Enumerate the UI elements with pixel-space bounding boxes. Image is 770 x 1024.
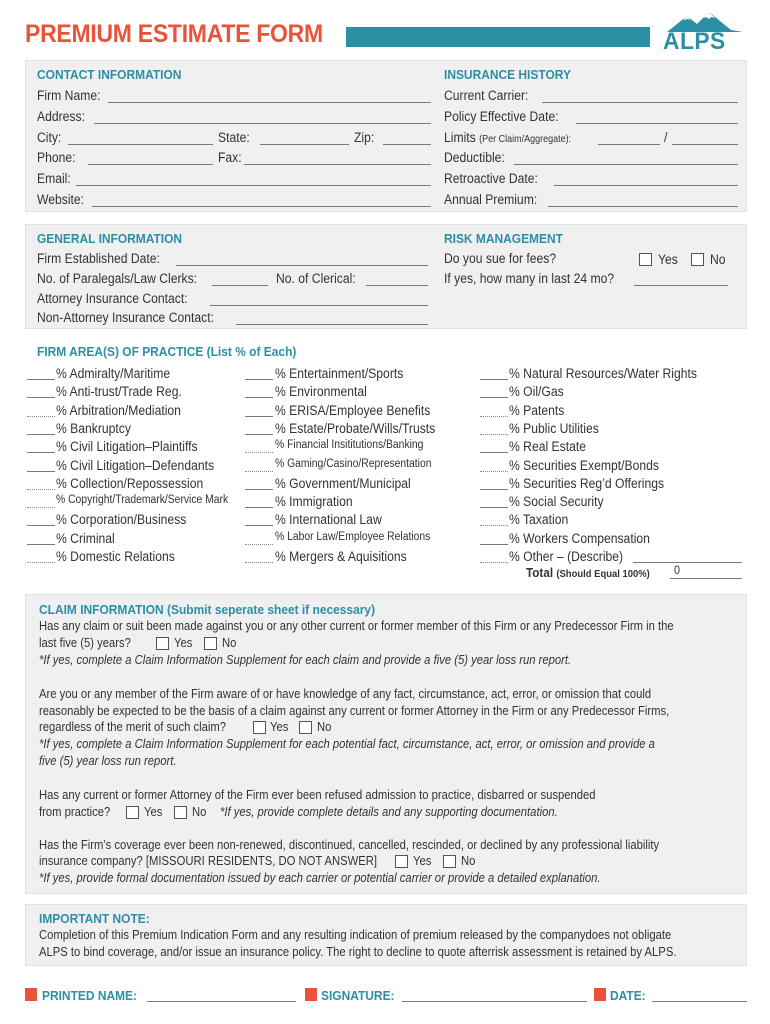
state-field[interactable] <box>260 144 349 145</box>
sue-fees-no-checkbox[interactable] <box>691 253 704 266</box>
claims-panel <box>25 594 747 894</box>
practice-percent-field[interactable] <box>480 525 508 526</box>
q1-no-label: No <box>222 636 237 650</box>
practice-area-label: % Arbitration/Mediation <box>56 403 181 418</box>
email-field[interactable] <box>76 185 431 186</box>
practice-percent-field[interactable] <box>245 525 273 526</box>
contact-panel <box>25 60 747 212</box>
q2-yes-checkbox[interactable] <box>253 721 266 734</box>
practice-area-label: % Corporation/Business <box>56 512 187 527</box>
policy-effective-date-field[interactable] <box>576 123 738 124</box>
practice-percent-field[interactable] <box>480 416 508 417</box>
retroactive-date-label: Retroactive Date: <box>444 171 538 186</box>
q1-yes-label: Yes <box>174 636 193 650</box>
header-bar <box>346 27 650 47</box>
signature-marker <box>305 988 317 1001</box>
q2-note2: five (5) year loss run report. <box>39 754 177 768</box>
q4-no-checkbox[interactable] <box>443 855 456 868</box>
total-label <box>526 565 650 580</box>
q1-line1: Has any claim or suit been made against you or any other current or former member of this Firm or any Predecessor Firm in the <box>39 619 674 633</box>
practice-percent-field[interactable] <box>245 507 273 508</box>
non-attorney-contact-label: Non-Attorney Insurance Contact: <box>37 310 214 325</box>
limits-label <box>444 130 571 145</box>
practice-area-label: % Collection/Repossession <box>56 476 204 491</box>
practice-percent-field[interactable] <box>245 452 273 453</box>
practice-area-label: % Mergers & Aquisitions <box>275 549 407 564</box>
state-label: State: <box>218 130 250 145</box>
important-heading: IMPORTANT NOTE: <box>39 911 150 926</box>
city-field[interactable] <box>68 144 213 145</box>
risk-heading: RISK MANAGEMENT <box>444 231 563 246</box>
practice-area-label: % Workers Compensation <box>509 531 650 546</box>
practice-percent-field[interactable] <box>480 544 508 545</box>
printed-name-field[interactable] <box>147 1001 296 1002</box>
address-label: Address: <box>37 109 85 124</box>
zip-field[interactable] <box>383 144 431 145</box>
fax-label: Fax: <box>218 150 242 165</box>
q1-yes-checkbox[interactable] <box>156 637 169 650</box>
signature-label: SIGNATURE: <box>321 988 395 1003</box>
practice-area-label: % Financial Insititutions/Banking <box>275 439 424 451</box>
practice-area-label: % Real Estate <box>509 439 586 454</box>
practice-percent-field[interactable] <box>27 434 55 435</box>
q3-line1: Has any current or former Attorney of the Firm ever been refused admission to practice, disbarred or suspended <box>39 788 596 802</box>
q2-no-checkbox[interactable] <box>299 721 312 734</box>
phone-label: Phone: <box>37 150 76 165</box>
total-text: Total <box>526 565 554 580</box>
q2-line1: Are you or any member of the Firm aware of or have knowledge of any fact, circumstance, act, error, or omission that could <box>39 687 652 701</box>
practice-area-label: % International Law <box>275 512 382 527</box>
total-note: (Should Equal 100%) <box>556 568 650 580</box>
website-label: Website: <box>37 192 85 207</box>
policy-effective-date-label: Policy Effective Date: <box>444 109 559 124</box>
practice-area-label: % Securities Exempt/Bonds <box>509 458 659 473</box>
important-line1: Completion of this Premium Indication Form and any resulting indication of premium released by the companydoes not obligate <box>39 928 672 942</box>
practice-area-label: % Bankruptcy <box>56 421 131 436</box>
logo-text: ALPS <box>663 28 726 55</box>
practice-percent-field[interactable] <box>480 379 508 380</box>
practice-heading: FIRM AREA(S) OF PRACTICE (List % of Each) <box>37 344 297 359</box>
practice-area-label: % ERISA/Employee Benefits <box>275 403 431 418</box>
practice-percent-field[interactable] <box>480 397 508 398</box>
firm-name-field[interactable] <box>108 102 431 103</box>
q4-no-label: No <box>461 854 476 868</box>
attorney-contact-field[interactable] <box>210 305 428 306</box>
phone-field[interactable] <box>88 164 213 165</box>
practice-percent-field[interactable] <box>27 507 55 508</box>
page-title: PREMIUM ESTIMATE FORM <box>25 20 323 48</box>
q4-yes-label: Yes <box>413 854 432 868</box>
email-label: Email: <box>37 171 71 186</box>
limits-separator: / <box>664 130 668 145</box>
limits-per-claim-field[interactable] <box>598 144 660 145</box>
q2-line2: reasonably be expected to be the basis of a claim against any current or former Attorney in the Firm or any Predecessor Firms, <box>39 704 670 718</box>
sue-fees-yes-label: Yes <box>658 252 678 267</box>
practice-percent-field[interactable] <box>27 489 55 490</box>
q3-yes-checkbox[interactable] <box>126 806 139 819</box>
total-field[interactable] <box>670 578 742 579</box>
practice-percent-field[interactable] <box>480 434 508 435</box>
deductible-field[interactable] <box>514 164 738 165</box>
practice-percent-field[interactable] <box>27 452 55 453</box>
sue-fees-no-label: No <box>710 252 726 267</box>
sue-fees-yes-checkbox[interactable] <box>639 253 652 266</box>
practice-area-label: % Oil/Gas <box>509 384 564 399</box>
practice-area-label: % Civil Litigation–Plaintiffs <box>56 439 198 454</box>
q1-note: *If yes, complete a Claim Information Supplement for each claim and provide a five (5) year loss run report. <box>39 653 572 667</box>
q4-yes-checkbox[interactable] <box>395 855 408 868</box>
q4-line2: insurance company? [MISSOURI RESIDENTS, DO NOT ANSWER] <box>39 854 378 868</box>
practice-percent-field[interactable] <box>27 416 55 417</box>
important-line2: ALPS to bind coverage, and/or issue an insurance policy. The right to decline to quote afterrisk assessment is retained by ALPS. <box>39 945 677 959</box>
q3-no-label: No <box>192 805 207 819</box>
practice-area-label: % Entertainment/Sports <box>275 366 404 381</box>
q2-yes-label: Yes <box>270 720 289 734</box>
practice-area-label: % Domestic Relations <box>56 549 175 564</box>
practice-area-label: % Immigration <box>275 494 353 509</box>
how-many-label: If yes, how many in last 24 mo? <box>444 271 615 286</box>
total-value[interactable]: 0 <box>674 563 681 577</box>
q3-line2: from practice? <box>39 805 111 819</box>
practice-percent-field[interactable] <box>245 489 273 490</box>
important-panel <box>25 904 747 966</box>
practice-area-label: % Public Utilities <box>509 421 599 436</box>
practice-area-label: % Environmental <box>275 384 367 399</box>
paralegals-field[interactable] <box>212 285 268 286</box>
practice-percent-field[interactable] <box>245 379 273 380</box>
clerical-label: No. of Clerical: <box>276 271 356 286</box>
alps-logo <box>659 10 749 55</box>
clerical-field[interactable] <box>366 285 428 286</box>
practice-area-label: % Criminal <box>56 531 115 546</box>
paralegals-label: No. of Paralegals/Law Clerks: <box>37 271 198 286</box>
current-carrier-field[interactable] <box>542 102 738 103</box>
current-carrier-label: Current Carrier: <box>444 88 529 103</box>
q4-line1: Has the Firm’s coverage ever been non-renewed, discontinued, cancelled, rescinded, or declined by any professional liability <box>39 838 660 852</box>
annual-premium-field[interactable] <box>548 206 738 207</box>
general-panel <box>25 224 747 329</box>
practice-percent-field[interactable] <box>245 544 273 545</box>
other-describe-field[interactable] <box>633 562 742 563</box>
practice-area-label: % Civil Litigation–Defendants <box>56 458 215 473</box>
q1-no-checkbox[interactable] <box>204 637 217 650</box>
practice-percent-field[interactable] <box>27 525 55 526</box>
practice-area-label: % Securities Reg’d Offerings <box>509 476 665 491</box>
q2-note1: *If yes, complete a Claim Information Supplement for each potential fact, circumstance, act, error, or omission and provide a <box>39 737 655 751</box>
signature-field[interactable] <box>402 1001 587 1002</box>
firm-name-label: Firm Name: <box>37 88 101 103</box>
practice-area-label: % Taxation <box>509 512 569 527</box>
date-label: DATE: <box>610 988 646 1003</box>
practice-area-label: % Copyright/Trademark/Service Mark <box>56 494 229 506</box>
practice-percent-field[interactable] <box>480 471 508 472</box>
website-field[interactable] <box>92 206 431 207</box>
practice-area-label: % Anti-trust/Trade Reg. <box>56 384 182 399</box>
annual-premium-label: Annual Premium: <box>444 192 538 207</box>
attorney-contact-label: Attorney Insurance Contact: <box>37 291 188 306</box>
practice-area-label: % Admiralty/Maritime <box>56 366 171 381</box>
practice-percent-field[interactable] <box>245 562 273 563</box>
date-marker <box>594 988 606 1001</box>
deductible-label: Deductible: <box>444 150 505 165</box>
limits-aggregate-field[interactable] <box>672 144 738 145</box>
practice-area-label: % Patents <box>509 403 565 418</box>
limits-text: Limits <box>444 130 476 145</box>
practice-area-label: % Government/Municipal <box>275 476 411 491</box>
general-heading: GENERAL INFORMATION <box>37 231 183 246</box>
practice-area-label: % Labor Law/Employee Relations <box>275 531 431 543</box>
practice-percent-field[interactable] <box>480 507 508 508</box>
practice-percent-field[interactable] <box>27 471 55 472</box>
q2-line3: regardless of the merit of such claim? <box>39 720 226 734</box>
printed-name-label: PRINTED NAME: <box>42 988 138 1003</box>
retroactive-date-field[interactable] <box>554 185 738 186</box>
practice-percent-field[interactable] <box>27 379 55 380</box>
insurance-history-heading: INSURANCE HISTORY <box>444 67 571 82</box>
fax-field[interactable] <box>244 164 431 165</box>
practice-percent-field[interactable] <box>27 397 55 398</box>
practice-area-label: % Natural Resources/Water Rights <box>509 366 697 381</box>
practice-area-label: % Social Security <box>509 494 604 509</box>
printed-name-marker <box>25 988 37 1001</box>
practice-percent-field[interactable] <box>480 562 508 563</box>
practice-percent-field[interactable] <box>27 544 55 545</box>
claims-heading: CLAIM INFORMATION (Submit seperate sheet if necessary) <box>39 602 376 617</box>
practice-percent-field[interactable] <box>27 562 55 563</box>
non-attorney-contact-field[interactable] <box>236 324 428 325</box>
firm-established-field[interactable] <box>176 265 428 266</box>
practice-percent-field[interactable] <box>245 416 273 417</box>
sue-for-fees-label: Do you sue for fees? <box>444 251 557 266</box>
firm-established-label: Firm Established Date: <box>37 251 160 266</box>
q4-note: *If yes, provide formal documentation issued by each carrier or potential carrier or provide a detailed explanation. <box>39 871 601 885</box>
practice-area-label: % Other – (Describe) <box>509 549 624 564</box>
practice-percent-field[interactable] <box>480 452 508 453</box>
practice-percent-field[interactable] <box>245 397 273 398</box>
zip-label: Zip: <box>354 130 375 145</box>
q1-line2: last five (5) years? <box>39 636 131 650</box>
contact-heading: CONTACT INFORMATION <box>37 67 182 82</box>
q2-no-label: No <box>317 720 332 734</box>
practice-area-label: % Estate/Probate/Wills/Trusts <box>275 421 436 436</box>
practice-percent-field[interactable] <box>480 489 508 490</box>
q3-note: *If yes, provide complete details and any supporting documentation. <box>220 805 558 819</box>
q3-no-checkbox[interactable] <box>174 806 187 819</box>
limits-note: (Per Claim/Aggregate): <box>479 134 572 145</box>
how-many-field[interactable] <box>634 285 728 286</box>
practice-percent-field[interactable] <box>245 434 273 435</box>
date-field[interactable] <box>652 1001 747 1002</box>
practice-area-label: % Gaming/Casino/Representation <box>275 458 432 470</box>
address-field[interactable] <box>94 123 431 124</box>
q3-yes-label: Yes <box>144 805 163 819</box>
city-label: City: <box>37 130 62 145</box>
practice-percent-field[interactable] <box>245 471 273 472</box>
